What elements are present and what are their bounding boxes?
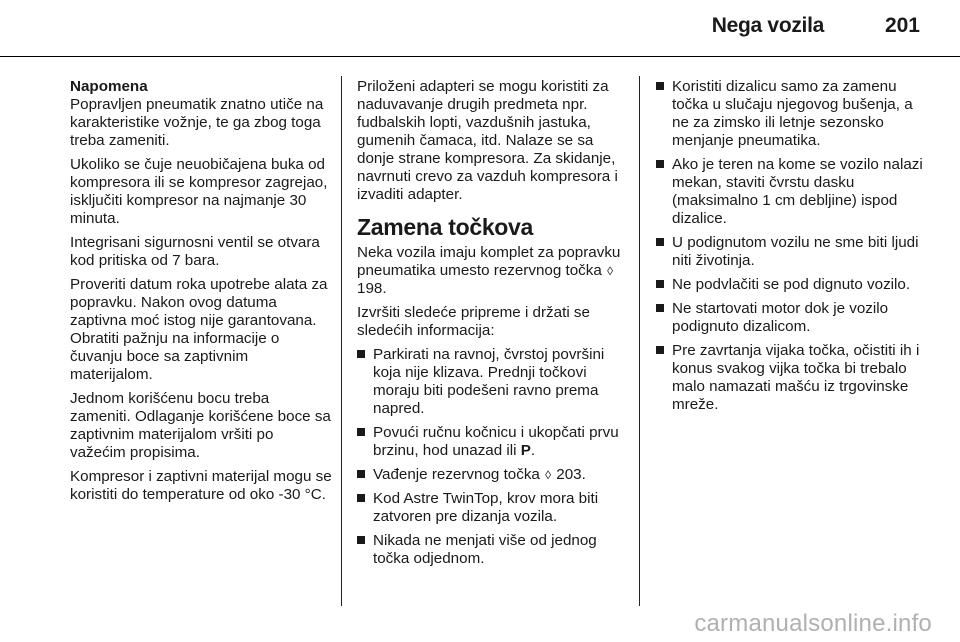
bullet-square-icon xyxy=(357,536,365,544)
gear-label: P xyxy=(520,442,531,459)
page-number: 201 xyxy=(884,14,920,37)
paragraph: Integrisani sigurnosni ventil se otvara kod pritiska od 7 bara. xyxy=(70,234,320,269)
list-item: Vađenje rezervnog točka ◊ 203. xyxy=(357,466,625,484)
list-item: Ako je teren na kome se vozilo nalazi mekan, staviti čvrstu dasku (maksimalno 1 cm debljine) ispod dizalice. xyxy=(656,156,928,228)
paragraph: Priloženi adapteri se mogu koristiti za naduvavanje drugih predmeta npr. fudbalskih lopti, vazdušnih jastuka, gumenih čamaca, itd. Nalaze se sa donje strane kompresora. Za skidanje, navrnuti crevo za vazduh kompresora i izvaditi adapter. xyxy=(357,78,618,203)
list-item: Parkirati na ravnoj, čvrstoj površini koja nije klizava. Prednji točkovi moraju biti podešeni ravno prema napred. xyxy=(357,346,625,418)
page-reference: 198. xyxy=(357,280,387,297)
bullet-square-icon xyxy=(656,238,664,246)
list-item: Povući ručnu kočnicu i ukopčati prvu brzinu, hod unazad ili P. xyxy=(357,424,625,460)
paragraph: Izvršiti sledeće pripreme i držati se sledećih informacija: xyxy=(357,304,590,339)
page-reference-icon: ◊ xyxy=(607,264,613,278)
bullet-square-icon xyxy=(656,280,664,288)
section-heading: Zamena točkova xyxy=(357,214,534,240)
bullet-list xyxy=(357,346,625,568)
paragraph: Jednom korišćenu bocu treba zameniti. Odlaganje korišćene boce sa zaptivnim materijalom vršiti po važećim propisima. xyxy=(70,390,331,461)
column-2 xyxy=(357,78,625,574)
list-item: Kod Astre TwinTop, krov mora biti zatvoren pre dizanja vozila. xyxy=(357,490,625,526)
list-item: Nikada ne menjati više od jednog točka odjednom. xyxy=(357,532,625,568)
column-divider xyxy=(341,76,342,606)
paragraph: Popravljen pneumatik znatno utiče na karakteristike vožnje, te ga zbog toga treba zameniti. xyxy=(70,96,324,149)
bullet-square-icon xyxy=(357,494,365,502)
list-item: Ne podvlačiti se pod dignuto vozilo. xyxy=(656,276,928,294)
list-item: Koristiti dizalicu samo za zamenu točka u slučaju njegovog bušenja, a ne za zimsko ili letnje sezonsko menjanje pneumatika. xyxy=(656,78,928,150)
column-3 xyxy=(656,78,928,420)
paragraph: Proveriti datum roka upotrebe alata za popravku. Nakon ovog datuma zaptivna moć istog nije garantovana. Obratiti pažnju na informacije o čuvanju boce sa zaptivnim materijalom. xyxy=(70,276,328,383)
column-divider xyxy=(639,76,640,606)
bullet-square-icon xyxy=(656,82,664,90)
bullet-square-icon xyxy=(357,428,365,436)
bullet-square-icon xyxy=(357,350,365,358)
paragraph xyxy=(357,244,625,298)
paragraph: Kompresor i zaptivni materijal mogu se koristiti do temperature od oko -30 °C. xyxy=(70,468,332,503)
paragraph-text: Neka vozila imaju komplet za popravku pneumatika umesto rezervnog točka xyxy=(357,244,621,279)
list-item: U podignutom vozilu ne sme biti ljudi niti životinja. xyxy=(656,234,928,270)
note-title: Napomena xyxy=(70,78,148,95)
page-reference: 203. xyxy=(556,466,586,483)
bullet-square-icon xyxy=(656,346,664,354)
header-rule xyxy=(0,56,960,57)
paragraph: Ukoliko se čuje neuobičajena buka od kompresora ili se kompresor zagrejao, isključiti kompresor na najmanje 30 minuta. xyxy=(70,156,328,227)
page-title: Nega vozila xyxy=(711,14,824,37)
list-item: Ne startovati motor dok je vozilo podignuto dizalicom. xyxy=(656,300,928,336)
watermark: carmanualsonline.info xyxy=(694,610,932,637)
bullet-square-icon xyxy=(656,160,664,168)
list-item: Pre zavrtanja vijaka točka, očistiti ih i konus svakog vijka točka bi trebalo malo namazati mašću iz trgovinske mreže. xyxy=(656,342,928,414)
bullet-list xyxy=(656,78,928,414)
bullet-square-icon xyxy=(357,470,365,478)
bullet-square-icon xyxy=(656,304,664,312)
column-1 xyxy=(70,78,332,510)
page-reference-icon: ◊ xyxy=(545,468,552,482)
